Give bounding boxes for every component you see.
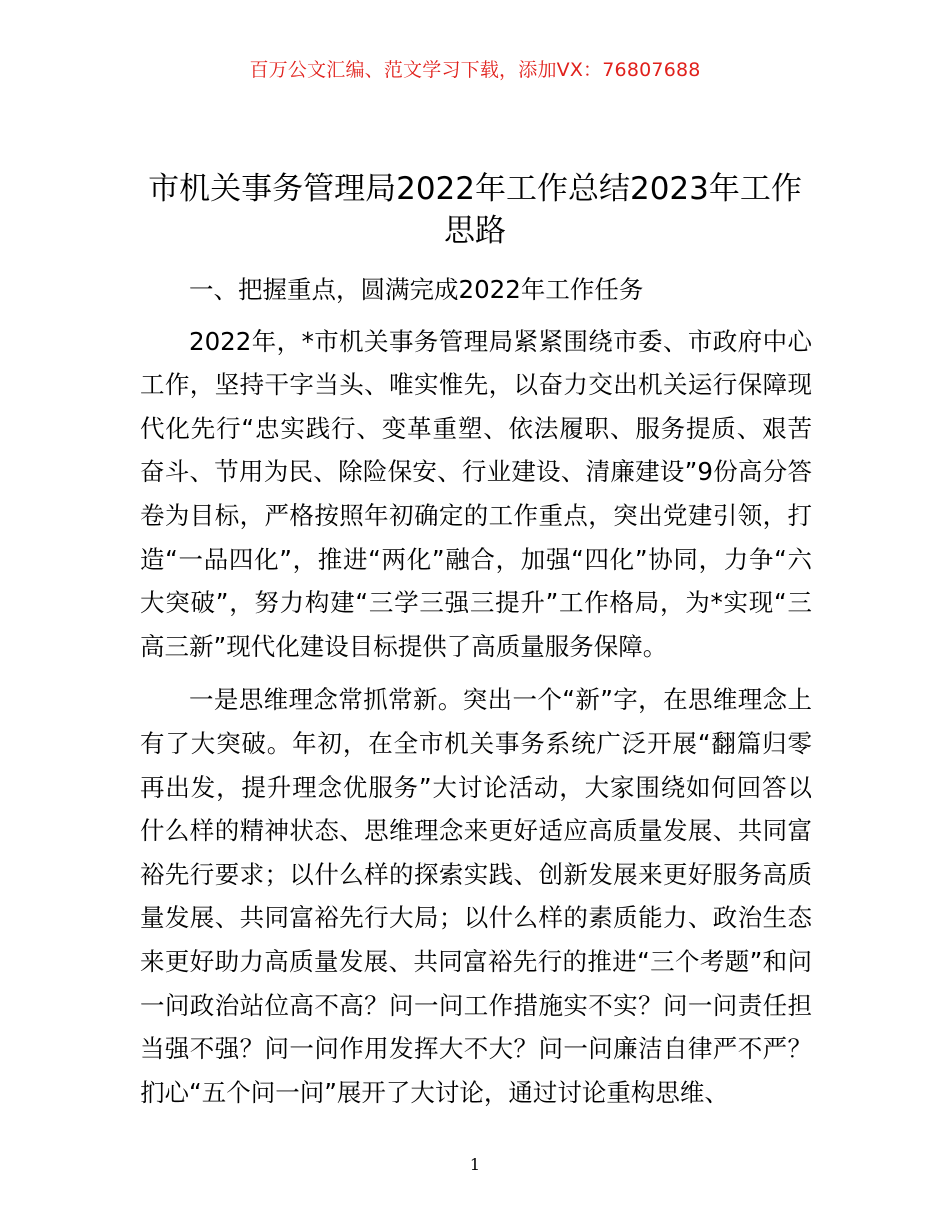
document-title: 市机关事务管理局2022年工作总结2023年工作思路 [148,171,802,249]
header-watermark-note: 百万公文汇编、范文学习下载，添加VX：76807688 [249,59,701,81]
body-paragraph-summary: 2022年，*市机关事务管理局紧紧围绕市委、市政府中心工作，坚持干字当头、唯实惟先，以奋力交出机关运行保障现代化先行“忠实践行、变革重塑、依法履职、服务提质、艰苦奋斗、节用为民、除险保安、行业建设、清廉建设”9份高分答卷为目标，严格按照年初确定的工作重点，突出党建引领，打造“一品四化”，推进“两化”融合，加强“四化”协同，力争“六大突破”，努力构建“三学三强三提升”工作格局，为*实现“三高三新”现代化建设目标提供了高质量服务保障。 [140,326,812,661]
body-paragraph-thinking: 一是思维理念常抓常新。突出一个“新”字，在思维理念上有了大突破。年初，在全市机关事务系统广泛开展“翻篇归零再出发，提升理念优服务”大讨论活动，大家围绕如何回答以什么样的精神状态、思维理念来更好适应高质量发展、共同富裕先行要求；以什么样的探索实践、创新发展来更好服务高质量发展、共同富裕先行大局；以什么样的素质能力、政治生态来更好助力高质量发展、共同富裕先行的推进“三个考题”和问一问政治站位高不高？问一问工作措施实不实？问一问责任担当强不强？问一问作用发挥大不大？问一问廉洁自律严不严？扪心“五个问一问”展开了大讨论，通过讨论重构思维、 [140,685,812,1107]
document-body [140,268,812,1124]
section-heading: 一、把握重点，圆满完成2022年工作任务 [189,275,644,304]
page-number: 1 [469,1155,481,1174]
